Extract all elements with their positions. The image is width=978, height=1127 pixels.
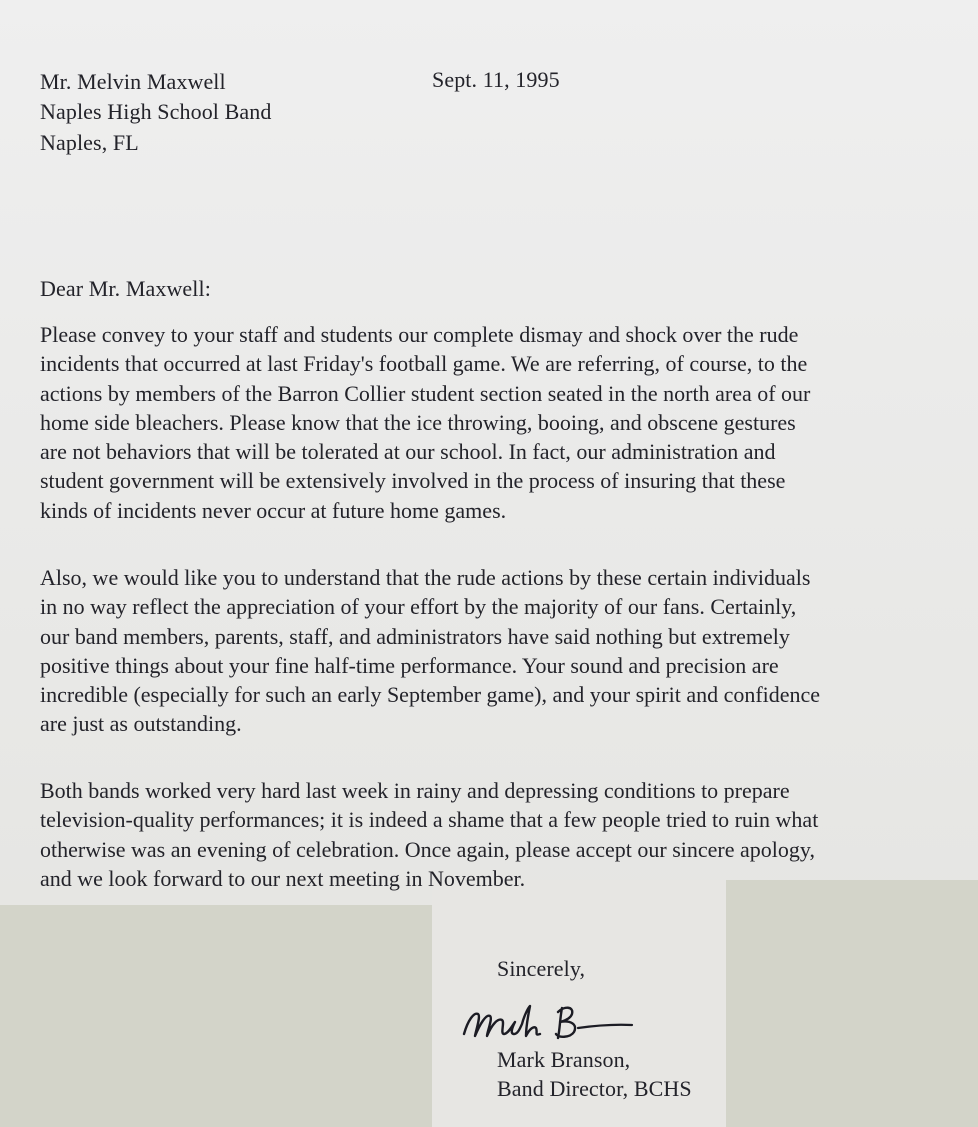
background-area	[726, 880, 978, 1127]
handwritten-signature-icon	[460, 998, 640, 1046]
paragraph-line: television-quality performances; it is indeed a shame that a few people tried to ruin what	[40, 807, 819, 833]
body-paragraph-1	[40, 320, 950, 525]
paragraph-line: are just as outstanding.	[40, 711, 242, 737]
paragraph-line: incredible (especially for such an early September game), and your spirit and confidence	[40, 682, 821, 708]
paragraph-line: Please convey to your staff and students our complete dismay and shock over the rude	[40, 322, 799, 347]
recipient-name: Mr. Melvin Maxwell	[40, 69, 226, 94]
body-paragraph-3	[40, 776, 950, 893]
recipient-organization: Naples High School Band	[40, 99, 272, 124]
paragraph-line: actions by members of the Barron Collier student section seated in the north area of our	[40, 380, 811, 406]
paragraph-line: Both bands worked very hard last week in rainy and depressing conditions to prepare	[40, 778, 790, 803]
paragraph-line: otherwise was an evening of celebration. Once again, please accept our sincere apology,	[40, 836, 815, 862]
paragraph-line: our band members, parents, staff, and administrators have said nothing but extremely	[40, 623, 790, 649]
paragraph-line: student government will be extensively involved in the process of insuring that these	[40, 468, 786, 494]
recipient-location: Naples, FL	[40, 130, 139, 155]
paragraph-line: incidents that occurred at last Friday's football game. We are referring, of course, to the	[40, 351, 808, 377]
paragraph-line: in no way reflect the appreciation of your effort by the majority of our fans. Certainly,	[40, 594, 797, 620]
paragraph-line: and we look forward to our next meeting in November.	[40, 865, 526, 891]
paragraph-line: are not behaviors that will be tolerated at our school. In fact, our administration and	[40, 439, 776, 465]
signer-title: Band Director, BCHS	[497, 1076, 692, 1101]
body-paragraph-2	[40, 563, 950, 739]
salutation: Dear Mr. Maxwell:	[40, 276, 211, 301]
signer-name: Mark Branson,	[497, 1047, 631, 1072]
letter-date: Sept. 11, 1995	[432, 67, 560, 92]
paragraph-line: home side bleachers. Please know that the ice throwing, booing, and obscene gestures	[40, 409, 796, 435]
paragraph-line: kinds of incidents never occur at future home games.	[40, 497, 507, 523]
closing: Sincerely,	[497, 956, 586, 981]
paragraph-line: Also, we would like you to understand that the rude actions by these certain individuals	[40, 565, 811, 590]
paragraph-line: positive things about your fine half-time performance. Your sound and precision are	[40, 652, 779, 678]
